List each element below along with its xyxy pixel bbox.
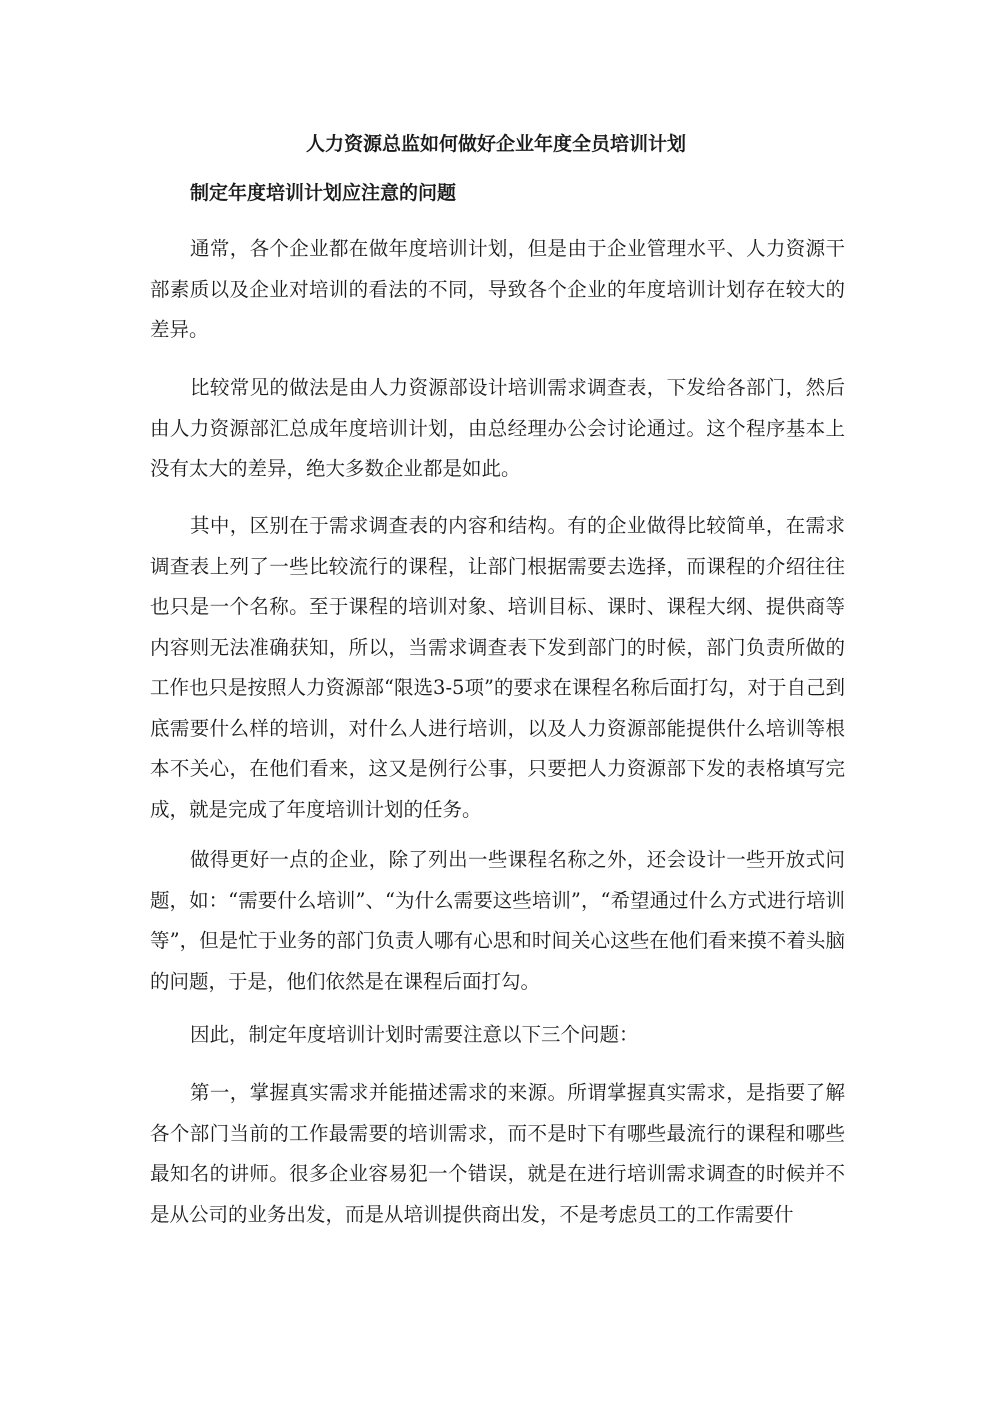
document-title: 人力资源总监如何做好企业年度全员培训计划 <box>305 133 686 155</box>
section-heading: 制定年度培训计划应注意的问题 <box>190 182 457 204</box>
paragraph: 第一，掌握真实需求并能描述需求的来源。所谓掌握真实需求，是指要了解各个部门当前的工作最需要的培训需求，而不是时下有哪些最流行的课程和哪些最知名的讲师。很多企业容易犯一个错误，就是在进行培训需求调查的时候并不是从公司的业务出发，而是从培训提供商出发，不是考虑员工的工作需要什 <box>150 1081 845 1226</box>
paragraph: 做得更好一点的企业，除了列出一些课程名称之外，还会设计一些开放式问题，如：“需要什么培训”、“为什么需要这些培训”，“希望通过什么方式进行培训等”，但是忙于业务的部门负责人哪有心思和时间关心这些在他们看来摸不着头脑的问题，于是，他们依然是在课程后面打勾。 <box>150 848 845 993</box>
paragraph: 通常，各个企业都在做年度培训计划，但是由于企业管理水平、人力资源干部素质以及企业对培训的看法的不同，导致各个企业的年度培训计划存在较大的差异。 <box>150 237 845 341</box>
paragraph: 因此，制定年度培训计划时需要注意以下三个问题： <box>190 1023 639 1046</box>
paragraph: 比较常见的做法是由人力资源部设计培训需求调查表，下发给各部门，然后由人力资源部汇总成年度培训计划，由总经理办公会讨论通过。这个程序基本上没有太大的差异，绝大多数企业都是如此。 <box>150 376 845 480</box>
paragraph: 其中，区别在于需求调查表的内容和结构。有的企业做得比较简单，在需求调查表上列了一些比较流行的课程，让部门根据需要去选择，而课程的介绍往往也只是一个名称。至于课程的培训对象、培训目标、课时、课程大纲、提供商等内容则无法准确获知，所以，当需求调查表下发到部门的时候，部门负责所做的工作也只是按照人力资源部“限选3-5项”的要求在课程名称后面打勾，对于自己到底需要什么样的培训，对什么人进行培训，以及人力资源部能提供什么培训等根本不关心，在他们看来，这又是例行公事，只要把人力资源部下发的表格填写完成，就是完成了年度培训计划的任务。 <box>150 514 845 821</box>
